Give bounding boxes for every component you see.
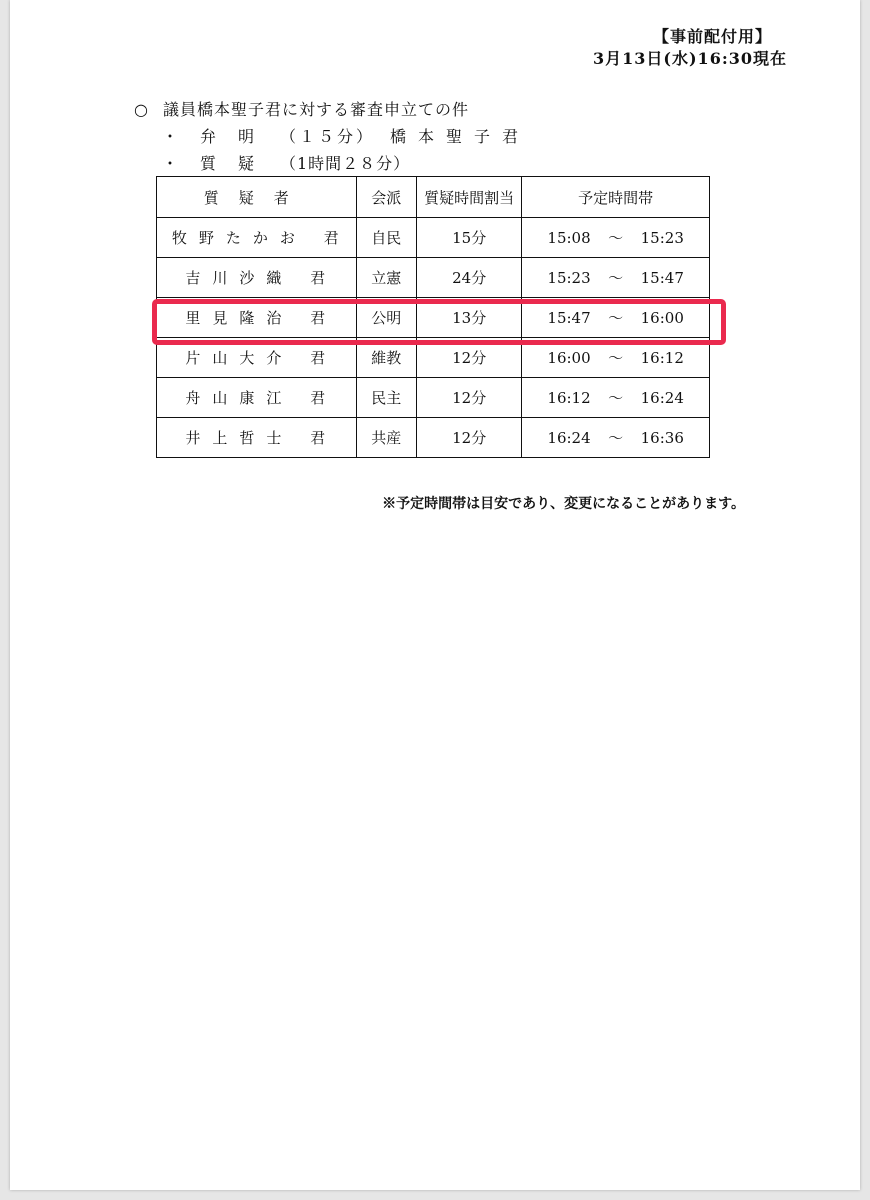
- party-cell: 公明: [356, 298, 417, 338]
- time-slot-cell: [522, 218, 710, 258]
- slot-end: 15:23: [640, 229, 684, 247]
- allocation-cell: 15分: [417, 218, 522, 258]
- slot-end: 15:47: [640, 269, 684, 287]
- allocation-cell: 13分: [417, 298, 522, 338]
- questioning-label: ・質疑: [162, 154, 277, 173]
- circle-bullet-icon: ○: [134, 100, 149, 119]
- allocation-cell: 24分: [417, 258, 522, 298]
- allocation-cell: 12分: [417, 338, 522, 378]
- table-row-highlighted: [157, 298, 710, 338]
- schedule-table: [156, 176, 710, 458]
- document-page: [10, 0, 860, 1190]
- allocation-cell: 12分: [417, 378, 522, 418]
- questioner-name: 舟山康江 君: [157, 378, 357, 418]
- footnote: ※予定時間帯は目安であり、変更になることがあります。: [382, 496, 745, 512]
- explanation-line: [162, 124, 530, 147]
- explanation-label: ・弁明: [162, 127, 277, 146]
- header-questioner: 質疑者: [157, 177, 357, 218]
- explanation-person: 橋本聖子君: [390, 127, 531, 146]
- header-time-slot: 予定時間帯: [522, 177, 710, 218]
- slot-separator: ～: [608, 349, 624, 367]
- party-cell: 共産: [356, 418, 417, 458]
- party-cell: 立憲: [356, 258, 417, 298]
- table-row: [157, 378, 710, 418]
- questioning-duration: （1時間２８分）: [280, 154, 411, 173]
- slot-separator: ～: [608, 229, 624, 247]
- party-cell: 維教: [356, 338, 417, 378]
- table-row: [157, 258, 710, 298]
- header-allocation: 質疑時間割当: [417, 177, 522, 218]
- as-of-date: 3月13日(水)16:30現在: [593, 49, 787, 68]
- questioner-name: 吉川沙織 君: [157, 258, 357, 298]
- party-cell: 民主: [356, 378, 417, 418]
- questioner-name: 井上哲士 君: [157, 418, 357, 458]
- slot-separator: ～: [608, 389, 624, 407]
- slot-start: 16:00: [547, 349, 591, 367]
- questioner-name: 片山大介 君: [157, 338, 357, 378]
- slot-start: 15:08: [547, 229, 591, 247]
- time-slot-cell: [522, 338, 710, 378]
- agenda-item-text: 議員橋本聖子君に対する審査申立ての件: [162, 100, 469, 119]
- slot-end: 16:24: [640, 389, 684, 407]
- time-slot-cell: [522, 258, 710, 298]
- agenda-item-title: [134, 97, 469, 120]
- table-header-row: [157, 177, 710, 218]
- table-row: [157, 338, 710, 378]
- questioning-line: [162, 151, 410, 174]
- slot-start: 16:24: [547, 429, 591, 447]
- explanation-duration: （１５分）: [280, 127, 376, 146]
- questioner-name: 里見隆治 君: [157, 298, 357, 338]
- table-row: [157, 418, 710, 458]
- party-cell: 自民: [356, 218, 417, 258]
- slot-end: 16:00: [640, 309, 684, 327]
- slot-start: 15:23: [547, 269, 591, 287]
- slot-start: 16:12: [547, 389, 591, 407]
- slot-start: 15:47: [547, 309, 591, 327]
- time-slot-cell: [522, 418, 710, 458]
- time-slot-cell: [522, 298, 710, 338]
- header-party: 会派: [356, 177, 417, 218]
- distribution-tag: 【事前配付用】: [652, 27, 772, 46]
- time-slot-cell: [522, 378, 710, 418]
- questioner-name: 牧野たかお 君: [157, 218, 357, 258]
- slot-end: 16:36: [640, 429, 684, 447]
- table-row: [157, 218, 710, 258]
- slot-separator: ～: [608, 269, 624, 287]
- slot-separator: ～: [608, 429, 624, 447]
- allocation-cell: 12分: [417, 418, 522, 458]
- slot-end: 16:12: [640, 349, 684, 367]
- slot-separator: ～: [608, 309, 624, 327]
